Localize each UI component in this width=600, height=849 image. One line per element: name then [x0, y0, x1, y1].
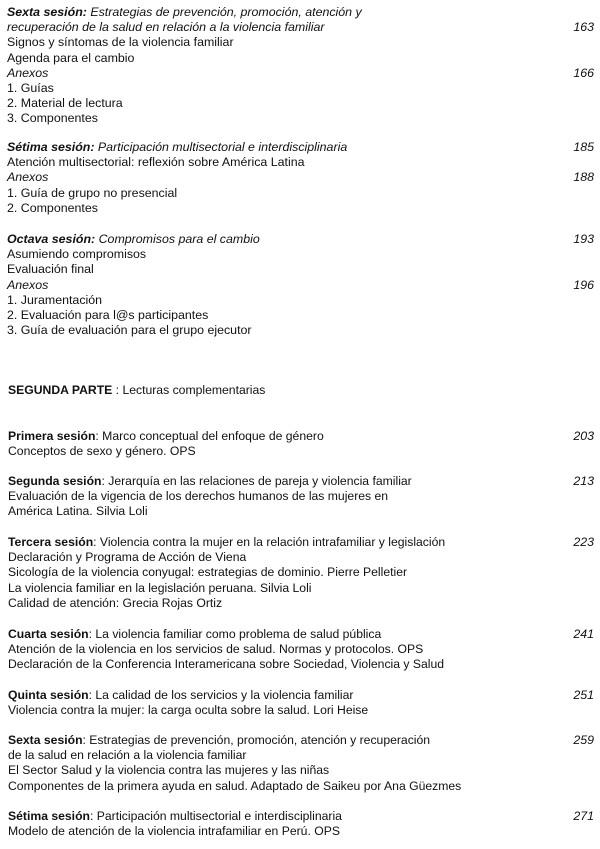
session-label: Octava sesión:	[7, 232, 96, 246]
annex-heading	[7, 278, 600, 293]
page-number: 185	[573, 140, 594, 154]
toc-entry	[7, 308, 600, 323]
session-heading	[8, 809, 600, 824]
toc-entry	[8, 824, 600, 839]
page-number: 251	[573, 688, 594, 702]
session-title: : Violencia contra la mujer en la relación intrafamiliar y legislación	[93, 535, 446, 549]
toc-entry	[7, 81, 600, 96]
session-heading	[8, 627, 600, 642]
page-number: 223	[573, 535, 594, 549]
annex-label: Anexos	[7, 277, 49, 292]
entry-text: 2. Material de lectura	[7, 96, 123, 111]
session-title: Compromisos para el cambio	[98, 232, 260, 246]
toc-entry	[8, 444, 600, 459]
session-title: : La calidad de los servicios y la violencia familiar	[88, 688, 354, 702]
entry-text: Evaluación final	[7, 262, 94, 277]
page-number: 163	[573, 20, 594, 35]
entry-text: Calidad de atención: Grecia Rojas Ortiz	[8, 595, 223, 610]
toc-entry	[7, 201, 600, 216]
session-label: Quinta sesión	[8, 688, 89, 702]
session-heading	[7, 140, 600, 155]
session-heading	[8, 535, 600, 550]
session-heading-continued	[7, 20, 600, 35]
page-number: 166	[573, 65, 594, 80]
toc-entry	[8, 565, 600, 580]
part-heading-subtitle: : Lecturas complementarias	[112, 383, 266, 397]
page-number: 271	[573, 809, 594, 823]
session-heading	[8, 474, 600, 489]
toc-entry	[8, 504, 600, 519]
entry-text: 2. Evaluación para l@s participantes	[7, 308, 209, 322]
toc-entry	[7, 51, 600, 66]
entry-text: 1. Guía de grupo no presencial	[7, 185, 178, 200]
annex-label: Anexos	[7, 170, 49, 185]
entry-text: Sicología de la violencia conyugal: estrategias de dominio. Pierre Pelletier	[8, 565, 408, 580]
session-label: Sexta sesión:	[7, 5, 87, 19]
toc-entry	[7, 35, 600, 50]
entry-text: 1. Guías	[7, 81, 54, 95]
entry-text: Componentes de la primera ayuda en salud. Adaptado de Saikeu por Ana Güezmes	[8, 778, 462, 793]
toc-entry	[7, 293, 600, 308]
page-number: 193	[573, 232, 594, 246]
entry-text: La violencia familiar en la legislación peruana. Silvia Loli	[8, 580, 312, 595]
toc-entry	[8, 657, 600, 672]
session-heading	[7, 232, 600, 247]
session-title: : Jerarquía en las relaciones de pareja y violencia familiar	[101, 474, 412, 488]
toc-entry	[7, 247, 600, 262]
session-title: : La violencia familiar como problema de salud pública	[88, 627, 382, 641]
session-label: Primera sesión	[8, 429, 96, 443]
toc-entry	[7, 186, 600, 201]
session-heading-continued	[8, 748, 600, 763]
toc-entry	[8, 489, 600, 504]
session-label: Sexta sesión	[8, 733, 83, 747]
entry-text: Atención de la violencia en los servicios de salud. Normas y protocolos. OPS	[8, 642, 424, 657]
page-number: 259	[573, 733, 594, 747]
entry-text: El Sector Salud y la violencia contra las mujeres y las niñas	[8, 763, 330, 778]
toc-entry	[7, 262, 600, 277]
page-number: 213	[573, 474, 594, 488]
page-number: 203	[573, 429, 594, 443]
page-number: 188	[573, 170, 594, 185]
toc-entry	[7, 323, 600, 338]
session-heading	[8, 429, 600, 444]
entry-text: 3. Guía de evaluación para el grupo ejecutor	[7, 323, 252, 338]
session-title: recuperación de la salud en relación a la violencia familiar	[7, 20, 325, 35]
entry-text: 1. Juramentación	[7, 292, 103, 307]
part-heading	[8, 383, 600, 398]
entry-text: Declaración de la Conferencia Interamericana sobre Sociedad, Violencia y Salud	[8, 657, 445, 672]
entry-text: Declaración y Programa de Acción de Viena	[8, 550, 247, 565]
session-title: de la salud en relación a la violencia familiar	[8, 748, 247, 763]
toc-entry	[8, 581, 600, 596]
session-title: Estrategias de prevención, promoción, atención y	[90, 5, 362, 19]
session-label: Cuarta sesión	[8, 627, 89, 641]
toc-entry	[8, 596, 600, 611]
toc-entry	[8, 642, 600, 657]
entry-text: Signos y síntomas de la violencia familiar	[7, 35, 234, 50]
entry-text: 2. Componentes	[7, 200, 98, 215]
session-label: Segunda sesión	[8, 474, 102, 488]
part-heading-label: SEGUNDA PARTE	[8, 383, 113, 397]
session-label: Sétima sesión:	[7, 140, 95, 154]
entry-text: Conceptos de sexo y género. OPS	[8, 444, 196, 459]
toc-entry	[7, 155, 600, 170]
toc-entry	[7, 96, 600, 111]
toc-entry	[8, 763, 600, 778]
session-title: Participación multisectorial e interdisciplinaria	[97, 140, 348, 154]
entry-text: Agenda para el cambio	[7, 50, 135, 65]
toc-entry	[8, 779, 600, 794]
page-number: 196	[573, 277, 594, 292]
annex-heading	[7, 170, 600, 185]
annex-heading	[7, 66, 600, 81]
entry-text: 3. Componentes	[7, 111, 98, 126]
session-label: Sétima sesión	[8, 809, 90, 823]
toc-entry	[8, 550, 600, 565]
entry-text: Asumiendo compromisos	[7, 247, 147, 262]
session-heading	[8, 733, 600, 748]
entry-text: Modelo de atención de la violencia intrafamiliar en Perú. OPS	[8, 824, 340, 839]
session-label: Tercera sesión	[8, 535, 94, 549]
page-number: 241	[573, 627, 594, 641]
session-title: : Marco conceptual del enfoque de género	[95, 429, 324, 443]
session-title: : Estrategias de prevención, promoción, atención y recuperación	[82, 733, 431, 747]
toc-entry	[8, 703, 600, 718]
entry-text: Violencia contra la mujer: la carga oculta sobre la salud. Lori Heise	[8, 703, 369, 718]
session-heading	[7, 5, 600, 20]
entry-text: América Latina. Silvia Loli	[8, 504, 148, 519]
session-title: : Participación multisectorial e interdisciplinaria	[89, 809, 342, 823]
session-heading	[8, 688, 600, 703]
annex-label: Anexos	[7, 65, 49, 80]
entry-text: Evaluación de la vigencia de los derechos humanos de las mujeres en	[8, 489, 389, 504]
toc-entry	[7, 111, 600, 126]
entry-text: Atención multisectorial: reflexión sobre América Latina	[7, 155, 305, 170]
